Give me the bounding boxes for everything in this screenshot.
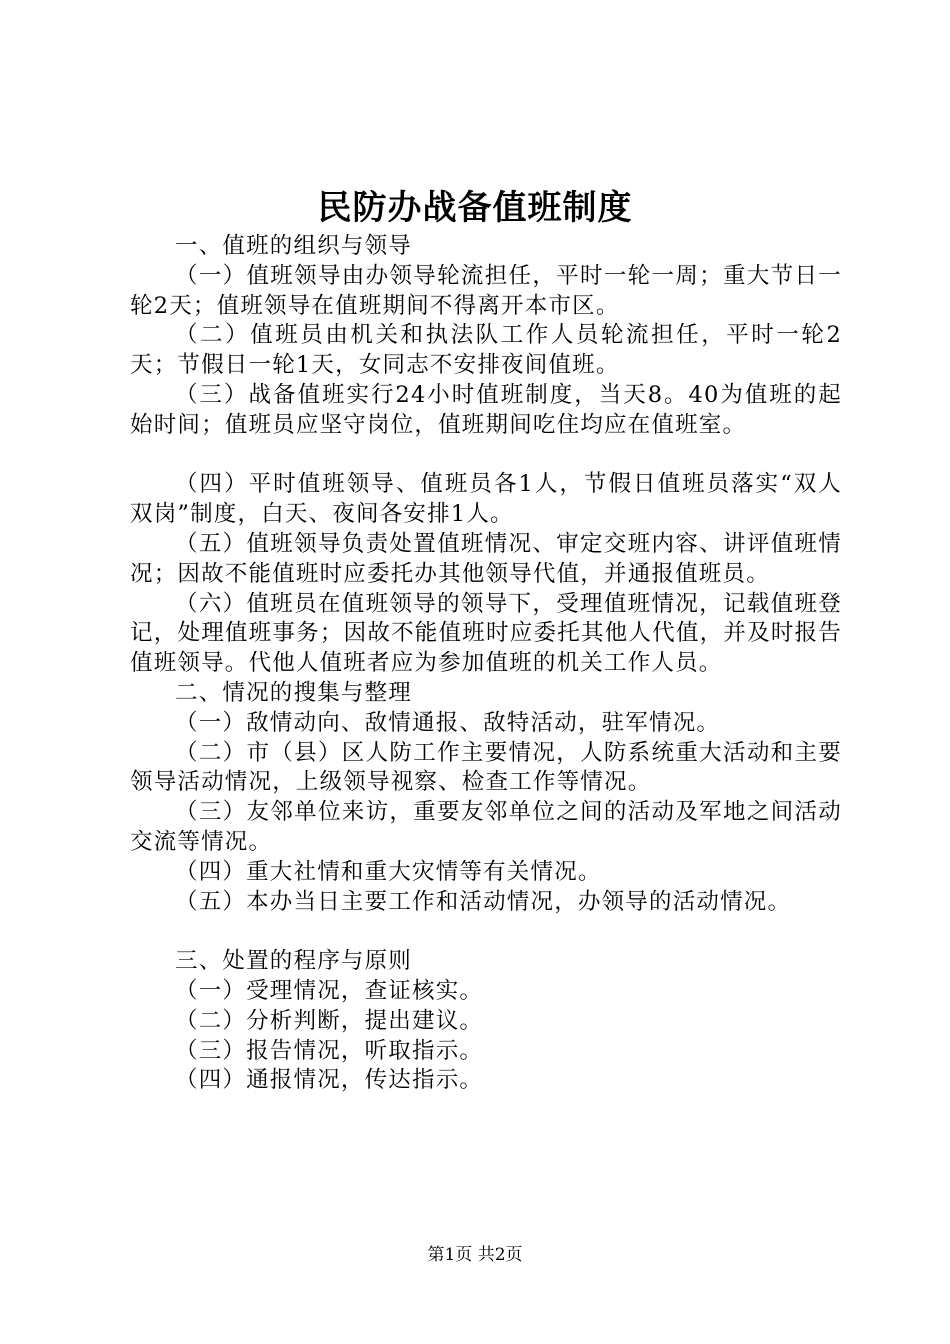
paragraph: （二）市（县）区人防工作主要情况，人防系统重大活动和主要领导活动情况，上级领导视察、检查工作等情况。 — [130, 739, 842, 796]
section-heading-2: 二、情况的搜集与整理 — [175, 679, 413, 706]
section-heading-3: 三、处置的程序与原则 — [175, 948, 413, 975]
document-body — [130, 232, 842, 1096]
paragraph: （三）友邻单位来访，重要友邻单位之间的活动及军地之间活动交流等情况。 — [130, 799, 842, 855]
paragraph: （一）值班领导由办领导轮流担任，平时一轮一周；重大节日一轮2天；值班领导在值班期间不得离开本市区。 — [130, 262, 842, 319]
document-title: 民防办战备值班制度 — [317, 188, 633, 228]
paragraph: （四）通报情况，传达指示。 — [175, 1067, 484, 1094]
paragraph: （二）值班员由机关和执法队工作人员轮流担任，平时一轮2天；节假日一轮1天，女同志不安排夜间值班。 — [130, 322, 842, 379]
paragraph: （一）受理情况，查证核实。 — [175, 977, 484, 1004]
paragraph: （二）分析判断，提出建议。 — [175, 1007, 484, 1034]
paragraph: （六）值班员在值班领导的领导下，受理值班情况，记载值班登记，处理值班事务；因故不能值班时应委托其他人代值，并及时报告值班领导。代他人值班者应为参加值班的机关工作人员。 — [130, 590, 842, 677]
page-footer: 第1页 共2页 — [427, 1245, 523, 1265]
paragraph: （四）重大社情和重大灾情等有关情况。 — [175, 858, 602, 885]
paragraph: （五）本办当日主要工作和活动情况，办领导的活动情况。 — [175, 888, 792, 915]
paragraph: （一）敌情动向、敌情通报、敌特活动，驻军情况。 — [175, 709, 721, 736]
paragraph: （三）报告情况，听取指示。 — [175, 1037, 484, 1064]
paragraph: （四）平时值班领导、值班员各1人，节假日值班员落实“双人双岗”制度，白天、夜间各安排1人。 — [130, 471, 842, 528]
section-heading-1: 一、值班的组织与领导 — [175, 233, 413, 259]
paragraph: （五）值班领导负责处置值班情况、审定交班内容、讲评值班情况；因故不能值班时应委托办其他领导代值，并通报值班员。 — [130, 530, 842, 587]
paragraph: （三）战备值班实行24小时值班制度，当天8。40为值班的起始时间；值班员应坚守岗位，值班期间吃住均应在值班室。 — [130, 381, 842, 438]
